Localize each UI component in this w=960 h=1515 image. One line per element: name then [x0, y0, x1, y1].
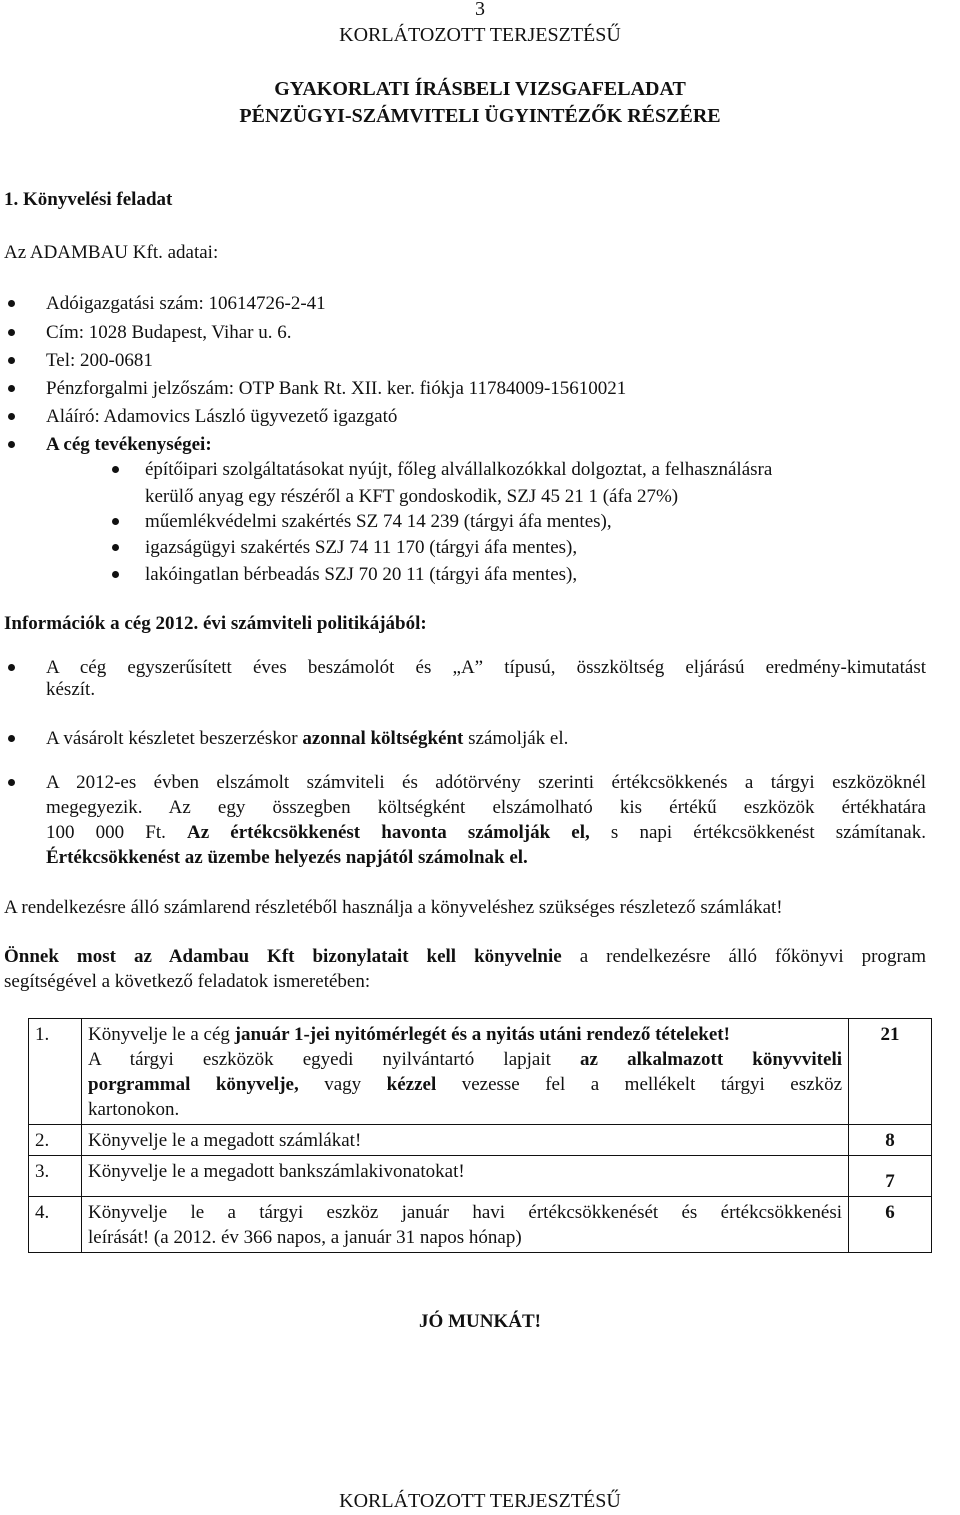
list-item: Pénzforgalmi jelzőszám: OTP Bank Rt. XII. ker. fiókja 11784009-15610021	[46, 378, 627, 399]
footer-distribution-label: KORLÁTOZOTT TERJESZTÉSŰ	[339, 1490, 621, 1512]
policy-item-1-continuation: készít.	[46, 679, 96, 700]
policy-item-3-line4: Értékcsökkenést az üzembe helyezés napjától számolnak el.	[46, 847, 528, 868]
closing-message: JÓ MUNKÁT!	[419, 1311, 541, 1332]
task-description: Könyvelje le a megadott számlákat!	[82, 1125, 849, 1156]
table-row	[29, 1156, 932, 1197]
task-number: 4.	[29, 1197, 82, 1253]
policy-item-3-line2: megegyezik. Az egy összegben költségként elszámolható kis értékű eszközök értékhatára	[46, 797, 926, 818]
task-points: 8	[849, 1125, 932, 1156]
task-points: 6	[849, 1197, 932, 1253]
bullet-icon	[112, 518, 119, 525]
bullet-icon	[112, 571, 119, 578]
list-item: műemlékvédelmi szakértés SZ 74 14 239 (tárgyi áfa mentes),	[145, 511, 612, 532]
task-number: 3.	[29, 1156, 82, 1197]
instruction-chart-of-accounts: A rendelkezésre álló számlarend részletéből használja a könyveléshez szükséges részletező számlákat!	[4, 897, 783, 918]
bullet-icon	[8, 385, 15, 392]
bullet-icon	[112, 466, 119, 473]
policy-item-2: A vásárolt készletet beszerzéskor azonnal költségként számolják el.	[46, 728, 569, 749]
table-row	[29, 1125, 932, 1156]
document-title-line1: GYAKORLATI ÍRÁSBELI VIZSGAFELADAT	[274, 78, 686, 100]
list-item: Tel: 200-0681	[46, 350, 153, 371]
task-number: 1.	[29, 1019, 82, 1125]
task-points: 7	[849, 1156, 932, 1197]
instruction-booking-line1: Önnek most az Adambau Kft bizonylatait kell könyvelnie a rendelkezésre álló főkönyvi program	[4, 946, 926, 967]
bullet-icon	[112, 544, 119, 551]
policy-item-3: A 2012-es évben elszámolt számviteli és adótörvény szerinti értékcsökkenés a tárgyi eszközöknél	[46, 772, 926, 793]
list-item: Cím: 1028 Budapest, Vihar u. 6.	[46, 322, 292, 343]
document-title-line2: PÉNZÜGYI-SZÁMVITELI ÜGYINTÉZŐK RÉSZÉRE	[239, 105, 721, 127]
bullet-icon	[8, 779, 15, 786]
task-description: Könyvelje le a tárgyi eszköz január havi értékcsökkenését és értékcsökkenési leírását! (a 2012. év 366 napos, a január 31 napos hónap)	[82, 1197, 849, 1253]
header-distribution-label: KORLÁTOZOTT TERJESZTÉSŰ	[339, 24, 621, 46]
table-row	[29, 1019, 932, 1125]
task-points: 21	[849, 1019, 932, 1125]
bullet-icon	[8, 664, 15, 671]
list-item: lakóingatlan bérbeadás SZJ 70 20 11 (tárgyi áfa mentes),	[145, 564, 578, 585]
section-heading: 1. Könyvelési feladat	[4, 189, 173, 210]
task-number: 2.	[29, 1125, 82, 1156]
task-description: Könyvelje le a megadott bankszámlakivonatokat!	[82, 1156, 849, 1197]
task-description: Könyvelje le a cég január 1-jei nyitómérlegét és a nyitás utáni rendező tételeket! A tárgyi eszközök egyedi nyilvántartó lapjait az alkalmazott könyvviteli porgrammal könyvelje, vagy kézzel vezesse fel a mellékelt tárgyi eszköz kartonokon.	[82, 1019, 849, 1125]
policy-item-1: A cég egyszerűsített éves beszámolót és „A” típusú, összköltség eljárású eredmény-kimutatást	[46, 657, 926, 678]
tasks-table	[28, 1018, 932, 1253]
policy-item-3-line3: 100 000 Ft. Az értékcsökkenést havonta számolják el, s napi értékcsökkenést számítanak.	[46, 822, 926, 843]
list-item: A cég tevékenységei:	[46, 434, 212, 455]
list-item: Aláíró: Adamovics László ügyvezető igazgató	[46, 406, 398, 427]
company-intro: Az ADAMBAU Kft. adatai:	[4, 242, 219, 263]
list-item: Adóigazgatási szám: 10614726-2-41	[46, 293, 326, 314]
page-number: 3	[475, 0, 485, 20]
list-item: építőipari szolgáltatásokat nyújt, főleg alvállalkozókkal dolgoztat, a felhasználásra	[145, 459, 773, 480]
bullet-icon	[8, 329, 15, 336]
table-row	[29, 1197, 932, 1253]
bullet-icon	[8, 441, 15, 448]
policy-heading: Információk a cég 2012. évi számviteli politikájából:	[4, 613, 427, 634]
instruction-booking-line2: segítségével a következő feladatok ismeretében:	[4, 971, 371, 992]
list-item-continuation: kerülő anyag egy részéről a KFT gondoskodik, SZJ 45 21 1 (áfa 27%)	[145, 486, 679, 507]
bullet-icon	[8, 413, 15, 420]
bullet-icon	[8, 357, 15, 364]
list-item: igazságügyi szakértés SZJ 74 11 170 (tárgyi áfa mentes),	[145, 537, 578, 558]
bullet-icon	[8, 300, 15, 307]
bullet-icon	[8, 735, 15, 742]
